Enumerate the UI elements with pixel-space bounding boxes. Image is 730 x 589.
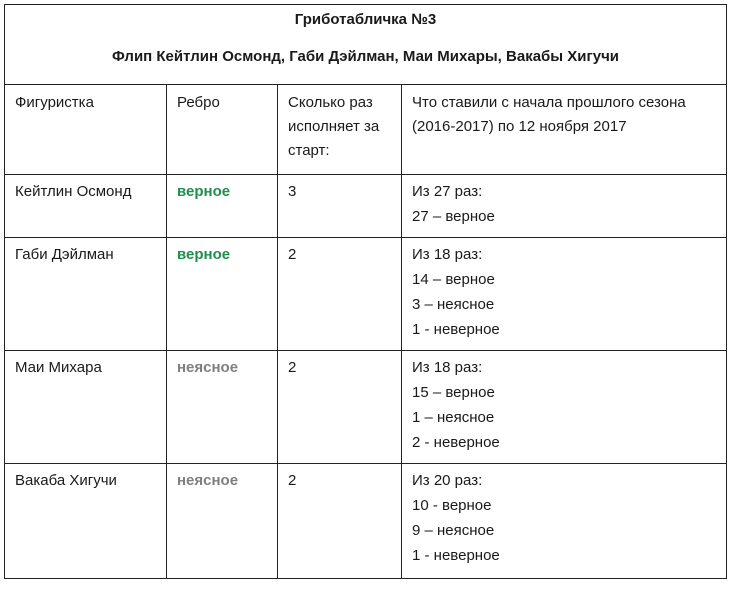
times-cell: 2 bbox=[278, 464, 402, 579]
history-cell bbox=[402, 175, 727, 238]
times-cell: 2 bbox=[278, 238, 402, 351]
skater-cell: Маи Михара bbox=[5, 351, 167, 464]
history-line: Из 20 раз: bbox=[412, 472, 483, 489]
history-line: 2 - неверное bbox=[412, 434, 500, 451]
history-line: 14 – верное bbox=[412, 271, 495, 288]
edge-value: неясное bbox=[177, 472, 239, 489]
history-line: 9 – неясное bbox=[412, 522, 495, 539]
edge-cell bbox=[167, 351, 278, 464]
history-line: 1 – неясное bbox=[412, 409, 495, 426]
header-edge: Ребро bbox=[167, 85, 278, 175]
skater-cell: Габи Дэйлман bbox=[5, 238, 167, 351]
table-row bbox=[5, 464, 727, 579]
history-cell bbox=[402, 238, 727, 351]
flip-edge-table bbox=[4, 4, 727, 579]
header-times: Сколько раз исполняет за старт: bbox=[278, 85, 402, 175]
edge-cell bbox=[167, 464, 278, 579]
history-line: 1 - неверное bbox=[412, 321, 500, 338]
history-line: 15 – верное bbox=[412, 384, 495, 401]
times-cell: 3 bbox=[278, 175, 402, 238]
table-title: Гриботабличка №3 bbox=[294, 11, 437, 28]
header-history: Что ставили с начала прошлого сезона (2016-2017) по 12 ноября 2017 bbox=[402, 85, 727, 175]
skater-cell: Вакаба Хигучи bbox=[5, 464, 167, 579]
edge-cell bbox=[167, 238, 278, 351]
history-cell bbox=[402, 464, 727, 579]
history-line: Из 27 раз: bbox=[412, 183, 483, 200]
table-row bbox=[5, 351, 727, 464]
edge-value: верное bbox=[177, 183, 231, 200]
history-line: 3 – неясное bbox=[412, 296, 495, 313]
skater-cell: Кейтлин Осмонд bbox=[5, 175, 167, 238]
table-row bbox=[5, 175, 727, 238]
history-line: 10 - верное bbox=[412, 497, 492, 514]
history-line: Из 18 раз: bbox=[412, 246, 483, 263]
history-line: 27 – верное bbox=[412, 208, 495, 225]
edge-value: верное bbox=[177, 246, 231, 263]
table-subtitle: Флип Кейтлин Осмонд, Габи Дэйлман, Маи Михары, Вакабы Хигучи bbox=[112, 48, 620, 65]
edge-cell bbox=[167, 175, 278, 238]
title-cell bbox=[5, 5, 727, 85]
header-row bbox=[5, 85, 727, 175]
history-cell bbox=[402, 351, 727, 464]
times-cell: 2 bbox=[278, 351, 402, 464]
table-row bbox=[5, 238, 727, 351]
edge-value: неясное bbox=[177, 359, 239, 376]
history-line: 1 - неверное bbox=[412, 547, 500, 564]
history-line: Из 18 раз: bbox=[412, 359, 483, 376]
header-skater: Фигуристка bbox=[5, 85, 167, 175]
